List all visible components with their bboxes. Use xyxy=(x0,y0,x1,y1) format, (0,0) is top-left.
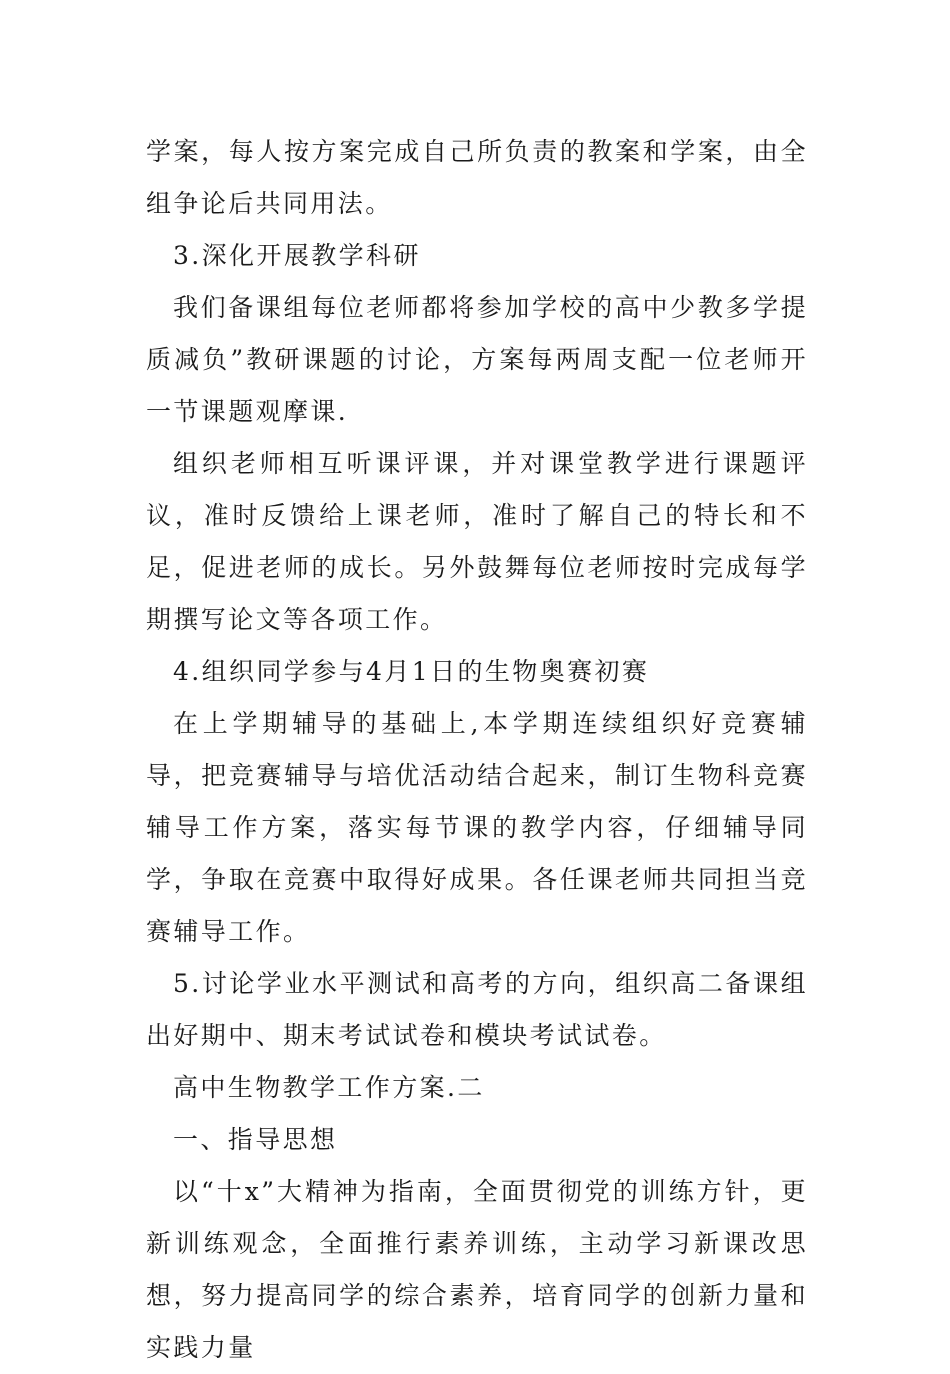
document-body xyxy=(146,126,808,1374)
heading-item-3: 3.深化开展教学科研 xyxy=(173,241,421,270)
paragraph-research: 我们备课组每位老师都将参加学校的高中少教多学提质减负”教研课题的讨论，方案每两周支配一位老师开一节课题观摩课. xyxy=(146,293,808,426)
paragraph-item-5: 5.讨论学业水平测试和高考的方向，组织高二备课组出好期中、期末考试试卷和模块考试试卷。 xyxy=(146,969,808,1050)
paragraph-guiding-thought: 以“十x”大精神为指南，全面贯彻党的训练方针，更新训练观念，全面推行素养训练，主动学习新课改思想，努力提高同学的综合素养，培育同学的创新力量和实践力量 xyxy=(146,1177,808,1362)
paragraph-continuation: 学案，每人按方案完成自己所负责的教案和学案，由全组争论后共同用法。 xyxy=(146,137,808,218)
paragraph-competition: 在上学期辅导的基础上,本学期连续组织好竞赛辅导，把竞赛辅导与培优活动结合起来，制订生物科竞赛辅导工作方案，落实每节课的教学内容，仔细辅导同学，争取在竞赛中取得好成果。各任课老师共同担当竞赛辅导工作。 xyxy=(146,709,808,946)
heading-item-4: 4.组织同学参与4月1日的生物奥赛初赛 xyxy=(173,657,650,686)
section-title-plan-two: 高中生物教学工作方案.二 xyxy=(173,1073,485,1102)
paragraph-peer-review: 组织老师相互听课评课，并对课堂教学进行课题评议，准时反馈给上课老师，准时了解自己的特长和不足，促进老师的成长。另外鼓舞每位老师按时完成每学期撰写论文等各项工作。 xyxy=(146,449,808,634)
heading-guiding-thought: 一、指导思想 xyxy=(173,1125,338,1154)
